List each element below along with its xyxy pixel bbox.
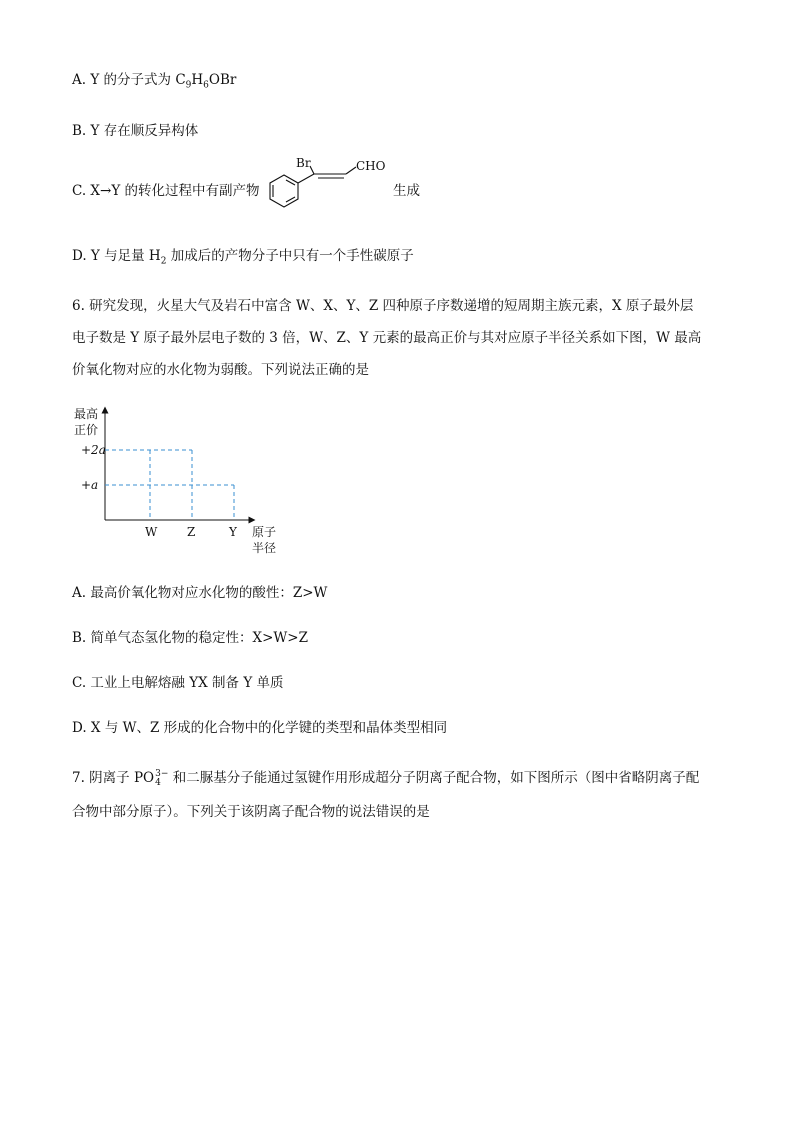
q6-stem-line-3: 价氧化物对应的水化物为弱酸。下列说法正确的是 bbox=[72, 362, 369, 378]
y-axis-label-line2: 正价 bbox=[74, 423, 99, 437]
bromo-cinnamaldehyde-structure bbox=[262, 154, 402, 220]
q5-option-a: A. Y 的分子式为 $C_9H_6OBr$ bbox=[72, 72, 237, 91]
y-tick-label: +2a bbox=[81, 443, 106, 457]
y-tick-label: +a bbox=[81, 478, 99, 492]
q6-stem-line-2: 电子数是 Y 原子最外层电子数的 3 倍，W、Z、Y 元素的最高正价与其对应原子半径关系如下图，W 最高 bbox=[72, 330, 702, 346]
struct-br-label: Br bbox=[296, 156, 311, 170]
q6-option-d: D. X 与 W、Z 形成的化合物中的化学键的类型和晶体类型相同 bbox=[72, 720, 448, 736]
q6-stem-line-1: 6. 研究发现，火星大气及岩石中富含 W、X、Y、Z 四种原子序数递增的短周期主族元素，X 原子最外层 bbox=[72, 298, 694, 314]
y-axis-label-line1: 最高 bbox=[74, 407, 99, 421]
x-tick-label-Y: Y bbox=[229, 525, 237, 539]
x-axis-label-line1: 原子 bbox=[252, 525, 277, 539]
q7-stem-line-2: 合物中部分原子）。下列关于该阴离子配合物的说法错误的是 bbox=[72, 804, 430, 820]
x-tick-label-W: W bbox=[145, 525, 158, 539]
valence-radius-chart bbox=[72, 402, 292, 562]
q5-option-b: B. Y 存在顺反异构体 bbox=[72, 123, 199, 139]
struct-cho-label: CHO bbox=[356, 159, 386, 173]
q5-option-c: C. X→Y 的转化过程中有副产物 bbox=[72, 183, 260, 199]
x-axis-label-line2: 半径 bbox=[252, 541, 277, 555]
q5-option-d: D. Y 与足量 $H_2$ 加成后的产物分子中只有一个手性碳原子 bbox=[72, 248, 414, 267]
q6-option-b: B. 简单气态氢化物的稳定性：X>W>Z bbox=[72, 630, 308, 646]
x-tick-label-Z: Z bbox=[187, 525, 196, 539]
q7-stem-line-1: 7. 阴离子 PO 3− 4 和二脲基分子能通过氢键作用形成超分子阴离子配合物，如下图所示（图中省略阴离子配 bbox=[72, 768, 700, 788]
q5-option-c-tail: 生成 bbox=[393, 183, 420, 199]
q6-option-c: C. 工业上电解熔融 YX 制备 Y 单质 bbox=[72, 675, 284, 691]
q6-option-a: A. 最高价氧化物对应水化物的酸性：Z>W bbox=[72, 585, 328, 601]
